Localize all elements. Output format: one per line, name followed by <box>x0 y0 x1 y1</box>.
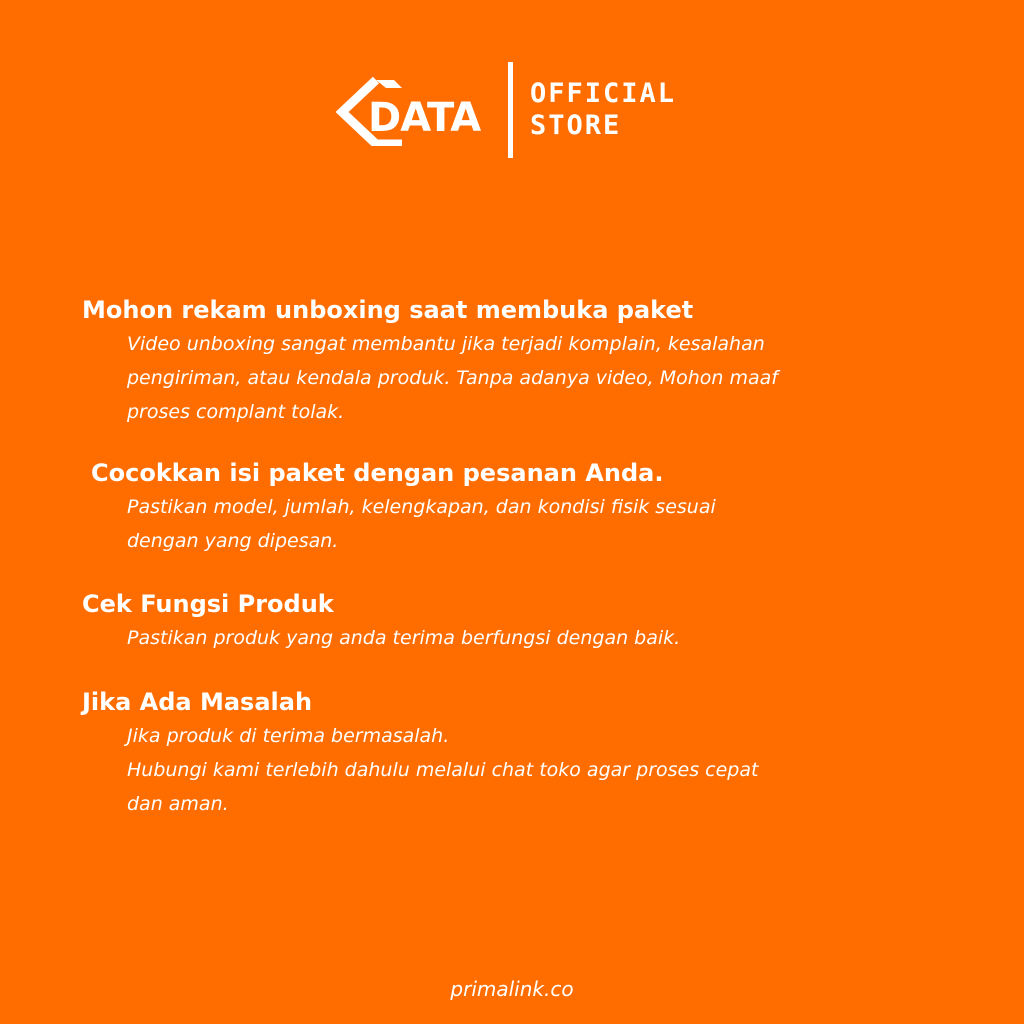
section-body <box>82 719 962 821</box>
section-title: Mohon rekam unboxing saat membuka paket <box>82 296 694 324</box>
brand-header <box>336 62 676 158</box>
footer-url: primalink.co <box>450 977 574 1001</box>
section-body <box>82 490 962 558</box>
section-record-unboxing <box>82 293 962 429</box>
official-store-line2: STORE <box>530 110 622 141</box>
section-body-line: Hubungi kami terlebih dahulu melalui chat toko agar proses cepat <box>127 759 759 781</box>
section-body-line: Pastikan produk yang anda terima berfungsi dengan baik. <box>127 627 681 649</box>
section-body-line: dengan yang dipesan. <box>127 530 339 552</box>
cdata-logo <box>336 74 496 146</box>
section-body-line: Pastikan model, jumlah, kelengkapan, dan kondisi fisik sesuai <box>127 496 716 518</box>
section-body-line: Jika produk di terima bermasalah. <box>127 725 450 747</box>
official-store-line1: OFFICIAL <box>530 78 677 109</box>
section-body-line: Video unboxing sangat membantu jika terjadi komplain, kesalahan <box>127 333 765 355</box>
section-body <box>82 621 962 655</box>
section-check-function <box>82 587 962 655</box>
official-store-label <box>530 78 676 142</box>
section-if-problem <box>82 685 962 821</box>
section-body-line: pengiriman, atau kendala produk. Tanpa adanya video, Mohon maaf <box>127 367 778 389</box>
logo-wordmark: DATA <box>368 95 481 141</box>
section-title: Cocokkan isi paket dengan pesanan Anda. <box>91 459 664 487</box>
section-match-package <box>82 456 962 558</box>
section-title: Jika Ada Masalah <box>82 688 313 716</box>
header-divider <box>508 62 513 158</box>
section-body <box>82 327 962 429</box>
section-body-line: proses complant tolak. <box>127 401 345 423</box>
section-body-line: dan aman. <box>127 793 229 815</box>
section-title: Cek Fungsi Produk <box>82 590 334 618</box>
